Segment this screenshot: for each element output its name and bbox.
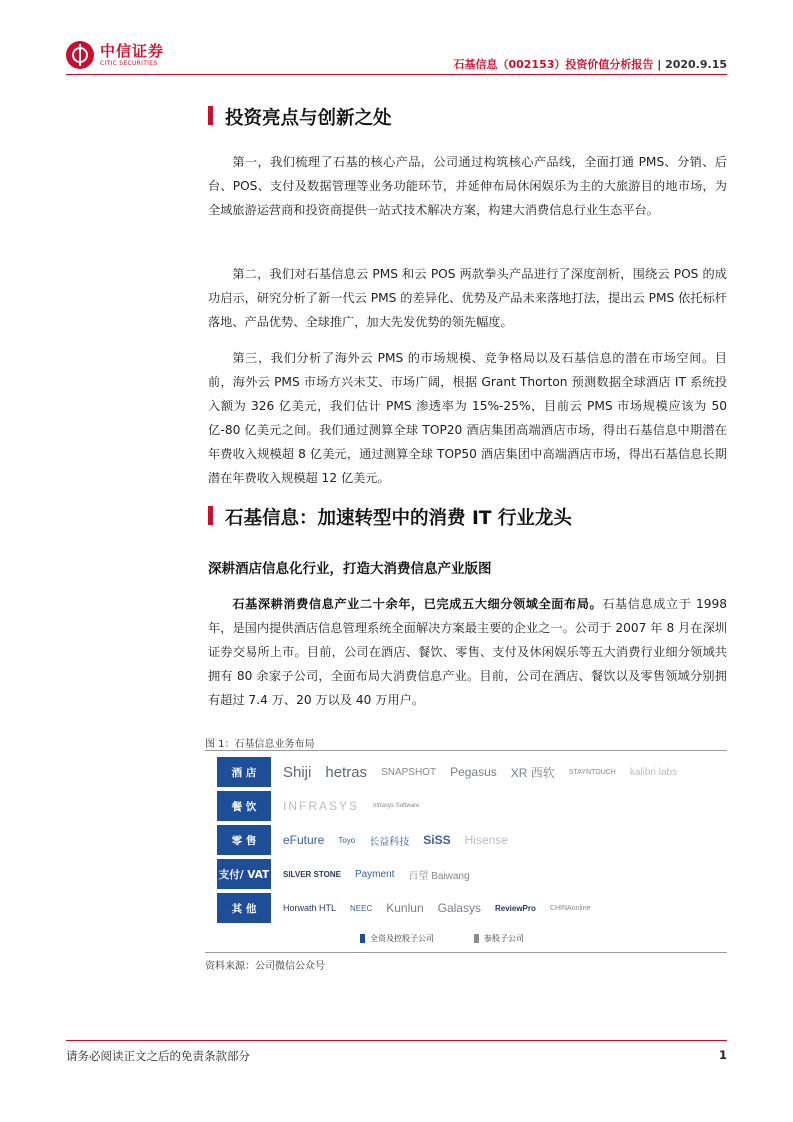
company-logo: SiSS (423, 833, 451, 847)
company-logo: hetras (325, 763, 368, 781)
report-title: 石基信息（002153）投资价值分析报告 (453, 58, 654, 71)
figure-bottom-rule (205, 952, 727, 953)
company-logo: Hisense (464, 833, 508, 847)
company-logo: SNAPSHOT (381, 766, 437, 778)
figure-legend (360, 933, 564, 944)
header-separator: | (653, 58, 666, 71)
biz-label: 零 售 (217, 825, 271, 855)
biz-label: 支付/ VAT (217, 859, 271, 889)
biz-row-catering (217, 791, 707, 821)
legend-label: 参股子公司 (484, 934, 524, 943)
company-logo: Shiji (283, 763, 312, 781)
company-logo: INFRASYS (283, 799, 360, 813)
biz-logos (283, 893, 604, 923)
biz-row-hotel (217, 757, 707, 787)
biz-row-payment (217, 859, 707, 889)
biz-logos (283, 859, 484, 889)
company-logo: Toyo (338, 835, 356, 845)
figure-caption: 图 1：石基信息业务布局 (205, 739, 315, 750)
legend-label: 全资及控股子公司 (370, 934, 434, 943)
paragraph (208, 592, 727, 712)
figure-top-rule (205, 750, 727, 751)
legend-item (474, 933, 524, 944)
company-logo: Kunlun (386, 901, 424, 915)
company-logo: XR 西软 (510, 765, 555, 780)
legend-item (360, 933, 434, 944)
biz-logos (283, 825, 522, 855)
figure-source: 资料来源：公司微信公众号 (205, 961, 325, 972)
section-title-text: 石基信息：加速转型中的消费 IT 行业龙头 (225, 508, 572, 529)
company-logo: 百望 Baiwang (408, 870, 470, 882)
citic-logo-icon (66, 41, 94, 69)
subsection-title: 深耕酒店信息化行业，打造大消费信息产业版图 (208, 561, 492, 577)
disclaimer-note: 请务必阅读正文之后的免责条款部分 (66, 1049, 250, 1063)
section-title (208, 104, 392, 130)
company-logo: 长益科技 (369, 836, 410, 848)
legend-swatch (360, 934, 365, 943)
company-logo: Horwath HTL (283, 903, 337, 913)
company-logo: kalibri labs (629, 766, 678, 778)
lead-rest: 石基信息成立于 1998 年，是国内提供酒店信息管理系统全面解决方案最主要的企业之一。公司于 2007 年 8 月在深圳证券交易所上市。目前，公司在酒店、餐饮、零售、支付及休闲娱乐等五大消费行业细分领域共拥有 80 余家子公司，全面布局大消费信息产业。目前，公司在酒店、餐饮以及零售领域分别拥有超过 7.4 万、20 万以及 40 万用户。 (208, 597, 728, 707)
biz-row-retail (217, 825, 707, 855)
company-logo: Galasys (437, 901, 481, 915)
paragraph: 第二，我们对石基信息云 PMS 和云 POS 两款拳头产品进行了深度剖析，围绕云 POS 的成功启示，研究分析了新一代云 PMS 的差异化、优势及产品未来落地打法，提出云 PMS 依托标杆落地、产品优势、全球推广，加大先发优势的领先幅度。 (208, 267, 727, 329)
biz-label: 其 他 (217, 893, 271, 923)
logo-cn-text: 中信证券 (100, 41, 165, 60)
legend-swatch (474, 934, 479, 943)
biz-logos (283, 757, 691, 787)
company-logo: Payment (354, 868, 395, 880)
company-logo: Infrasys Software (373, 803, 420, 809)
logo (66, 40, 164, 70)
company-logo: eFuture (283, 833, 325, 847)
company-logo: CHINAonline (549, 904, 591, 912)
section-title (208, 504, 572, 530)
header-divider (66, 74, 727, 75)
lead-bold: 石基深耕消费信息产业二十余年，已完成五大细分领域全面布局。 (232, 597, 603, 611)
biz-label: 餐 饮 (217, 791, 271, 821)
running-header (453, 56, 727, 72)
biz-row-other (217, 893, 707, 923)
company-logo: STAYNTOUCH (568, 768, 616, 776)
biz-logos (283, 791, 433, 821)
page-number: 1 (718, 1048, 727, 1062)
company-logo: ReviewPro (494, 903, 536, 913)
company-logo: Pegasus (450, 765, 497, 779)
biz-label: 酒 店 (217, 757, 271, 787)
report-date: 2020.9.15 (665, 58, 727, 71)
company-logo: SILVER STONE (283, 869, 341, 879)
section-title-text: 投资亮点与创新之处 (225, 108, 392, 129)
paragraph: 第一，我们梳理了石基的核心产品，公司通过构筑核心产品线，全面打通 PMS、分销、后台、POS、支付及数据管理等业务功能环节，并延伸布局休闲娱乐为主的大旅游目的地市场，为全域旅游运营商和投资商提供一站式技术解决方案，构建大消费信息行业生态平台。 (208, 155, 727, 217)
company-logo: NEEC (350, 903, 373, 913)
footer-divider (66, 1040, 727, 1041)
paragraph: 第三，我们分析了海外云 PMS 的市场规模、竞争格局以及石基信息的潜在市场空间。目前，海外云 PMS 市场方兴未艾、市场广阔，根据 Grant Thorton 预测数据全球酒店 IT 系统投入额为 326 亿美元，我们估计 PMS 渗透率为 15%-25%，目前云 PMS 市场规模应该为 50 亿-80 亿美元之间。我们通过测算全球 TOP20 酒店集团高端酒店市场，得出石基信息中期潜在年费收入规模超 8 亿美元，通过测算全球 TOP50 酒店集团中高端酒店市场，得出石基信息长期潜在年费收入规模超 12 亿美元。 (208, 351, 727, 485)
logo-en-text: CITIC SECURITIES (100, 59, 158, 67)
